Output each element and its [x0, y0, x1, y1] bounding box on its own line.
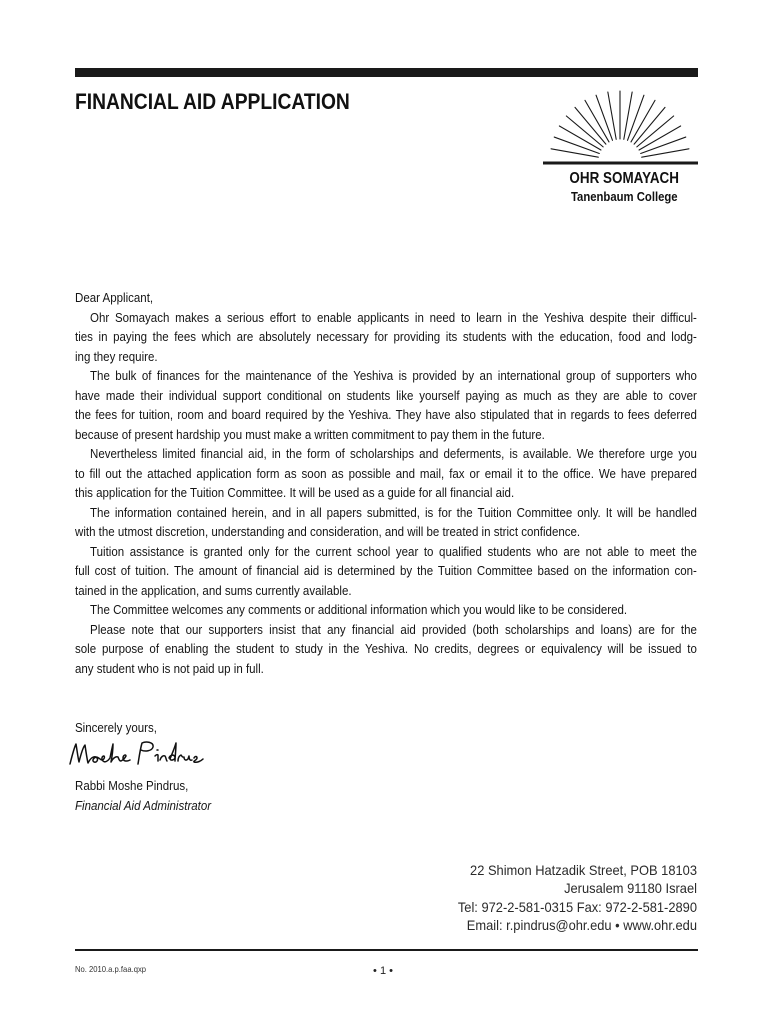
sunburst-icon [540, 85, 700, 167]
file-code: No. 2010.a.p.faa.qxp [75, 964, 147, 974]
sunburst-rays [551, 91, 689, 157]
letter-paragraph [75, 308, 697, 367]
letter-line: the fees for tuition, room and board required by the Yeshiva. They have also stipulated that in regards to fees deferred [75, 407, 697, 423]
logo-subtitle [544, 189, 704, 204]
salutation: Dear Applicant, [75, 290, 154, 305]
closing: Sincerely yours, [75, 720, 157, 735]
letter-line: because of present hardship you must make a written commitment to pay them in the future. [75, 426, 545, 442]
letter-paragraph [75, 503, 697, 542]
letter-line: Please note that our supporters insist that any financial aid provided (both scholarships and loans) are for the [90, 621, 697, 637]
address-email-web: Email: r.pindrus@ohr.edu • www.ohr.edu [466, 917, 697, 934]
header-rule [75, 68, 698, 77]
page-title: FINANCIAL AID APPLICATION [75, 89, 350, 114]
signature [66, 738, 206, 770]
letter-paragraph [75, 444, 697, 503]
letter-body [75, 288, 697, 678]
address-line: 22 Shimon Hatzadik Street, POB 18103 [470, 862, 697, 878]
address-block [403, 861, 697, 935]
letter-paragraph [75, 620, 697, 679]
letter-line: this application for the Tuition Committee. It will be used as a guide for all financial aid. [75, 485, 515, 501]
letter-line: have made their individual support conditional on students like yourself paying as much as they are able to cover [75, 387, 697, 403]
signer-name: Rabbi Moshe Pindrus, [75, 778, 189, 793]
logo-name-text: OHR SOMAYACH [569, 170, 679, 187]
letter-line: Nevertheless limited financial aid, in the form of scholarships and deferments, is available. We therefore urge you [90, 446, 697, 462]
letter-line: Tuition assistance is granted only for the current school year to qualified students who are not able to meet the [90, 543, 697, 559]
letter-line: any student who is not paid up in full. [75, 660, 264, 676]
letter-line: The Committee welcomes any comments or additional information which you would like to be considered. [90, 602, 628, 618]
letter-paragraph [75, 600, 697, 620]
letter-paragraph [75, 542, 697, 601]
letter-line: The information contained herein, and in all papers submitted, is for the Tuition Committee only. It will be handled [90, 504, 697, 520]
logo-name [544, 170, 704, 188]
footer-rule [75, 949, 698, 951]
letter-line: ties in paying the fees which are absolutely necessary for providing its students with the education, food and lodg- [75, 329, 697, 345]
signer-title: Financial Aid Administrator [75, 797, 212, 813]
address-phone-fax: Tel: 972-2-581-0315 Fax: 972-2-581-2890 [457, 898, 697, 915]
address-line: Jerusalem 91180 Israel [564, 880, 697, 897]
letter-line: ing they require. [75, 348, 158, 364]
letter-line: full cost of tuition. The amount of financial aid is determined by the Tuition Committee based on the information con- [75, 563, 697, 579]
letter-line: to fill out the attached application form as soon as possible and mail, fax or email it to the office. We have prepared [75, 465, 697, 481]
letter-line: with the utmost discretion, understanding and consideration, and will be treated in strict confidence. [75, 524, 581, 540]
letter-paragraph [75, 366, 697, 444]
page-number: • 1 • [373, 965, 393, 977]
letter-line: The bulk of finances for the maintenance of the Yeshiva is provided by an international group of supporters who [90, 368, 697, 384]
letter-line: tained in the application, and sums currently available. [75, 582, 352, 598]
letter-line: sole purpose of enabling the student to study in the Yeshiva. No credits, degrees or equivalency will be issued to [75, 641, 697, 657]
logo-subtitle-text: Tanenbaum College [570, 189, 678, 204]
letter-line: Ohr Somayach makes a serious effort to enable applicants in need to learn in the Yeshiva despite their difficul- [90, 309, 697, 325]
